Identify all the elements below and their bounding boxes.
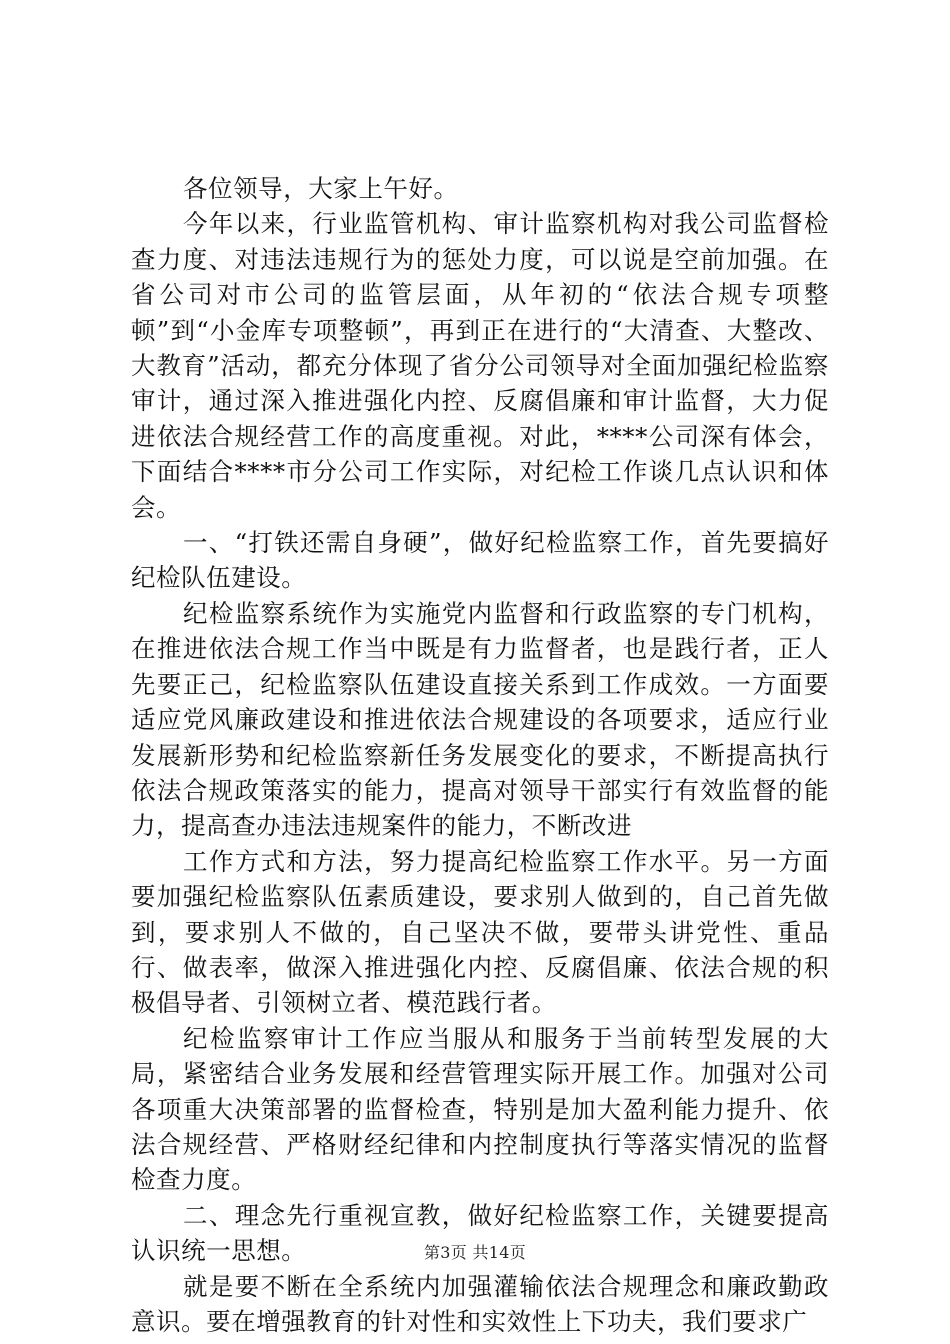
section-heading-1: 一、“打铁还需自身硬”，做好纪检监察工作，首先要搞好纪检队伍建设。 xyxy=(131,528,829,593)
paragraph-work-methods: 工作方式和方法，努力提高纪检监察工作水平。另一方面要加强纪检监察队伍素质建设，要求别人做到的，自己首先做到，要求别人不做的，自己坚决不做，要带头讲党性、重品行、做表率，做深入推进强化内控、反腐倡廉、依法合规的积极倡导者、引领树立者、模范践行者。 xyxy=(131,846,829,1018)
paragraph-team-building: 纪检监察系统作为实施党内监督和行政监察的专门机构，在推进依法合规工作当中既是有力监督者，也是践行者，正人先要正己，纪检监察队伍建设直接关系到工作成效。一方面要适应党风廉政建设和推进依法合规建设的各项要求，适应行业发展新形势和纪检监察新任务发展变化的要求，不断提高执行依法合规政策落实的能力，提高对领导干部实行有效监督的能力，提高查办违法违规案件的能力，不断改进 xyxy=(131,598,829,841)
paragraph-audit-work: 纪检监察审计工作应当服从和服务于当前转型发展的大局，紧密结合业务发展和经营管理实际开展工作。加强对公司各项重大决策部署的监督检查，特别是加大盈利能力提升、依法合规经营、严格财经纪律和内控制度执行等落实情况的监督检查力度。 xyxy=(131,1023,829,1195)
paragraph-intro: 今年以来，行业监管机构、审计监察机构对我公司监督检查力度、对违法违规行为的惩处力度，可以说是空前加强。在省公司对市公司的监管层面，从年初的“依法合规专项整顿”到“小金库专项整顿”，再到正在进行的“大清查、大整改、大教育”活动，都充分体现了省分公司领导对全面加强纪检监察审计，通过深入推进强化内控、反腐倡廉和审计监督，大力促进依法合规经营工作的高度重视。对此，****公司深有体会，下面结合****市分公司工作实际，对纪检工作谈几点认识和体会。 xyxy=(131,209,829,522)
paragraph-greeting: 各位领导，大家上午好。 xyxy=(183,174,459,203)
page-number-footer: 第3页 共14页 xyxy=(423,1243,527,1262)
paragraph-education: 就是要不断在全系统内加强灌输依法合规理念和廉政勤政意识。要在增强教育的针对性和实效性上下功夫，我们要求广 xyxy=(131,1271,829,1336)
document-body xyxy=(131,171,829,1339)
section-heading-2: 二、理念先行重视宣教，做好纪检监察工作，关键要提高认识统一思想。 xyxy=(131,1200,829,1266)
